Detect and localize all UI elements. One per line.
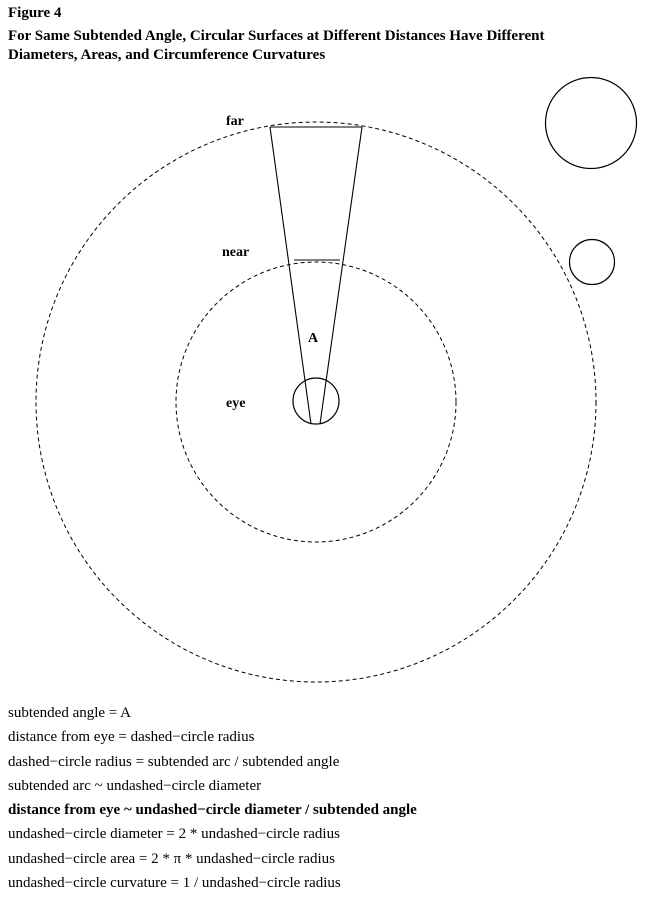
near-undashed-circle — [570, 240, 615, 285]
equation-line: undashed−circle area = 2 * π * undashed−circle radius — [8, 850, 335, 867]
angle-ray-right — [320, 127, 362, 424]
equation-line: distance from eye ~ undashed−circle diameter / subtended angle — [8, 802, 417, 819]
eye-circle — [293, 378, 339, 424]
near-label: near — [222, 245, 250, 260]
equation-line: subtended arc ~ undashed−circle diameter — [8, 777, 262, 794]
figure-title-line: For Same Subtended Angle, Circular Surfaces at Different Distances Have Different — [8, 28, 545, 44]
equation-line: distance from eye = dashed−circle radius — [8, 729, 255, 746]
equation-line: undashed−circle diameter = 2 * undashed−circle radius — [8, 826, 340, 843]
equation-line: subtended angle = A — [8, 705, 132, 721]
angle-label: A — [308, 331, 319, 346]
equation-line: dashed−circle radius = subtended arc / subtended angle — [8, 753, 340, 770]
eye-label: eye — [226, 396, 246, 411]
figure-title-line: Diameters, Areas, and Circumference Curvatures — [8, 47, 326, 63]
angle-ray-left — [270, 127, 311, 424]
equation-list — [8, 701, 417, 895]
far-dashed-circle — [36, 122, 596, 682]
far-undashed-circle — [546, 78, 637, 169]
near-dashed-circle — [176, 262, 456, 542]
far-label: far — [226, 114, 244, 129]
equation-line: undashed−circle curvature = 1 / undashed−circle radius — [8, 875, 341, 892]
figure-label: Figure 4 — [8, 5, 62, 21]
